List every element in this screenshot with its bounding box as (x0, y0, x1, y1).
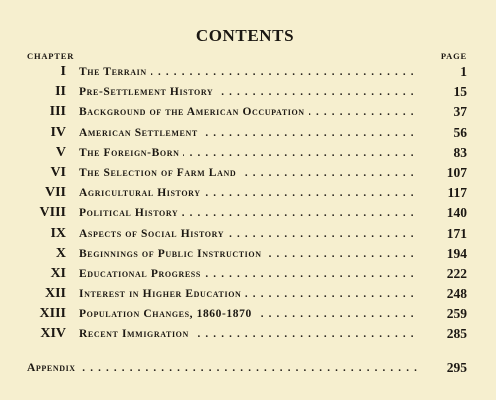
appendix-row[interactable] (0, 357, 496, 379)
chapter-title: American Settlement (79, 127, 202, 139)
chapter-title: Population Changes, 1860-1870 (79, 308, 256, 320)
chapter-number: X (55, 245, 66, 261)
chapter-number: V (55, 144, 66, 160)
page-number: 222 (419, 264, 467, 284)
page-number: 140 (419, 203, 467, 223)
chapter-number: XII (44, 286, 66, 302)
page-number: 83 (419, 143, 467, 163)
page-number: 117 (419, 183, 467, 203)
contents-row[interactable] (0, 163, 496, 183)
contents-row[interactable] (0, 143, 496, 163)
chapter-number: IV (50, 124, 66, 140)
chapter-title: Political History (79, 207, 182, 219)
chapter-number: III (49, 104, 66, 120)
chapter-title: Interest in Higher Education (79, 288, 245, 300)
page-number: 285 (419, 324, 467, 344)
chapter-number: XIII (39, 306, 66, 322)
page-number: 15 (419, 82, 467, 102)
page-number: 171 (419, 224, 467, 244)
contents-row[interactable] (0, 224, 496, 244)
chapter-number: VI (50, 164, 66, 180)
page-number: 259 (419, 304, 467, 324)
chapter-title: Educational Progress (79, 268, 205, 280)
contents-row[interactable] (0, 264, 496, 284)
page-title: CONTENTS (195, 26, 295, 45)
page-number: 107 (419, 163, 467, 183)
chapter-number: VIII (39, 205, 66, 221)
chapter-number: IX (50, 225, 66, 241)
page-number: 56 (419, 123, 467, 143)
chapter-number: II (55, 84, 66, 100)
chapter-title: Aspects of Social History (79, 228, 228, 240)
contents-row[interactable] (0, 102, 496, 122)
contents-row[interactable] (0, 304, 496, 324)
contents-row[interactable] (0, 284, 496, 304)
page-number: 248 (419, 284, 467, 304)
chapter-number: XI (50, 265, 66, 281)
contents-row[interactable] (0, 244, 496, 264)
chapter-title: The Terrain (79, 66, 151, 78)
page-number: 37 (419, 102, 467, 122)
chapter-number: XIV (40, 326, 66, 342)
chapter-title: Pre-Settlement History (79, 86, 217, 98)
chapter-title: The Foreign-Born (79, 147, 183, 159)
contents-row[interactable] (0, 62, 496, 82)
contents-row[interactable] (0, 203, 496, 223)
contents-row[interactable] (0, 82, 496, 102)
contents-row[interactable] (0, 183, 496, 203)
chapter-column-header: CHAPTER (27, 51, 75, 61)
appendix-title: Appendix (27, 362, 80, 374)
appendix-page-number: 295 (419, 357, 467, 379)
contents-list (0, 62, 496, 345)
chapter-title: The Selection of Farm Land (79, 167, 240, 179)
page-number: 1 (419, 62, 467, 82)
page-column-header: PAGE (440, 51, 467, 61)
contents-row[interactable] (0, 123, 496, 143)
contents-row[interactable] (0, 324, 496, 344)
chapter-title: Background of the American Occupation (79, 106, 309, 118)
chapter-number: I (60, 64, 66, 79)
page-number: 194 (419, 244, 467, 264)
chapter-title: Recent Immigration (79, 328, 193, 340)
chapter-number: VII (44, 185, 66, 201)
chapter-title: Agricultural History (79, 187, 205, 199)
chapter-title: Beginnings of Public Instruction (79, 248, 266, 260)
